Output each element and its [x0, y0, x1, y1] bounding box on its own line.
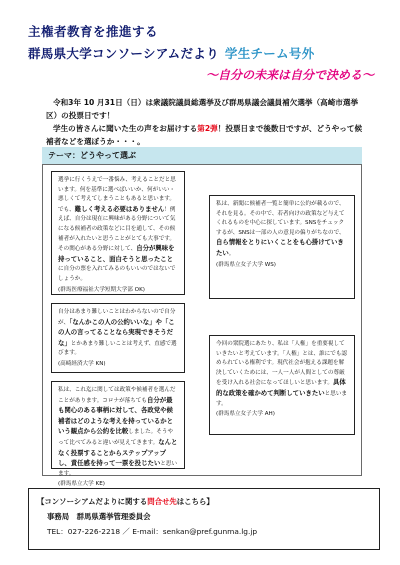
card1-text-1: 選挙に行くうえで一番悩み、考えることだと思います。何を基準に選べばいいか、何がいい・悪しくて考えてしまうこともあると思います。でも、 [58, 177, 176, 213]
contact-title-highlight: 問合せ先 [147, 497, 177, 506]
slogan: ～自分の未来は自分で決める～ [205, 68, 374, 82]
card4-bold-1: 具体的な政策を確かめて判断していきたい [216, 378, 346, 397]
card1-text-3: に自分の票を入れてみるのもいいのではないでしょうか。 [58, 266, 176, 282]
card5-bold-2: なんとなく投票することからステップアップし、責任感を持って一票を投じたい [58, 437, 178, 468]
issue-label: 学生チーム号外 [224, 46, 315, 61]
card5-bold-1: 自分が最も関心のある事柄に対して、各政党や候補者はどのような考えを持っているかという観点から公約を比較 [58, 395, 174, 436]
card1-bold-2: 自分が興味を持っていること、面白そうと思ったこと [58, 244, 175, 263]
contact-details [37, 524, 371, 539]
card5-text-3: と思います。 [58, 461, 178, 477]
intro-text [46, 96, 364, 148]
card3-text-2: とかあまり難しいことは考えず、直感で選びます。 [58, 340, 177, 357]
contact-title [37, 494, 371, 509]
card1-signature: (群馬医療福祉大学短期大学部 OK) [58, 286, 145, 293]
card3-signature: (高崎経済大学 KN) [58, 360, 106, 367]
card1-text-2: ！例えば、自分は現在に興味がある分野について気になる候補者の政策などに目を通して、その候補者が入れたいと思うことがとても大事です。その関心がある分野に対して、 [58, 206, 176, 253]
card2-signature: (群馬県立女子大学 WS) [216, 261, 276, 268]
contact-phone: TEL：027-226-2218 [47, 527, 121, 536]
card3-bold-1: 「なんかこの人の公約いいな」や「この人の言ってることなら実現できそうだな」 [58, 317, 175, 347]
student-voice-card-1 [51, 171, 185, 295]
contact-title-start: 【コンソーシアムだよりに関する [37, 497, 148, 506]
card2-bold-1: 自ら情報をとりにいくことをも心掛けていきたい [216, 238, 344, 257]
card2-text-2: 。 [228, 250, 235, 257]
newsletter-title: 群馬県大学コンソーシアムだより [28, 46, 219, 61]
contact-email[interactable]: E-mail：senkan@pref.gunma.lg.jp [132, 527, 258, 536]
contact-separator: ／ [122, 527, 130, 536]
card5-signature: (群馬県立大学 KE) [58, 481, 105, 488]
student-voice-card-4 [209, 335, 355, 435]
student-voice-card-5 [51, 381, 185, 488]
card1-bold-1: 難しく考える必要はありません [74, 204, 165, 213]
header [28, 22, 380, 83]
intro-p2-highlight: 第2弾 [197, 124, 218, 133]
theme-bar: テーマ：どうやって選ぶ [42, 147, 362, 164]
contact-office: 事務局 群馬県選挙管理委員会 [47, 512, 151, 521]
header-line2 [28, 44, 380, 62]
intro-p2-end: ！投票日まで後数日ですが、どうやって候補者などを選ぼうか・・・。 [46, 124, 363, 146]
card4-text-1: 今回の衆院選にあたり、私は「人権」を重要視していきたいと考えています。「人権」とは、誰にでも認められている権利です。現代社会が抱える課題を解決していくためには、一人一人が人間としての尊厳を受け入れる社会になってほしいと思います。 [216, 341, 348, 387]
intro-paragraph-2 [46, 122, 364, 148]
header-line1: 主権者教育を推進する [28, 24, 159, 39]
card5-text-2: しました。そうやって比べてみると違いが見えてきます。 [58, 429, 174, 446]
intro-paragraph-1: 令和3年 10 月31日（日）は衆議院議員総選挙及び群馬県議会議員補欠選挙（高崎市選挙区）の投票日です！ [46, 98, 359, 120]
contact-box [28, 488, 380, 550]
contact-title-end: はこちら】 [176, 497, 214, 506]
card3-text-1: 自分はあまり難しいことはわからないので自分が、 [58, 309, 176, 326]
card2-text-1: 私は、新聞に候補者一覧と簡単に公約が載るので、それを見る。その中で、若者向けの政策など与えてくれるものを中心に探しています。SNSをチェックするが、SNSは一部の人の意見の偏りがちなので、 [216, 201, 345, 236]
student-voice-card-2 [209, 195, 355, 299]
card5-text-1: 私は、これ迄に関しては政策や候補者を選んだことがあります。コロナが落ちても [58, 387, 176, 404]
card4-text-2: と思います。 [216, 390, 348, 407]
card4-signature: (群馬県立女子大学 AH) [216, 411, 275, 418]
voices-panel [42, 164, 362, 488]
student-voice-card-3 [51, 303, 185, 373]
intro-p2-start: 学生の皆さんに聞いた生の声をお届けする [53, 124, 198, 133]
